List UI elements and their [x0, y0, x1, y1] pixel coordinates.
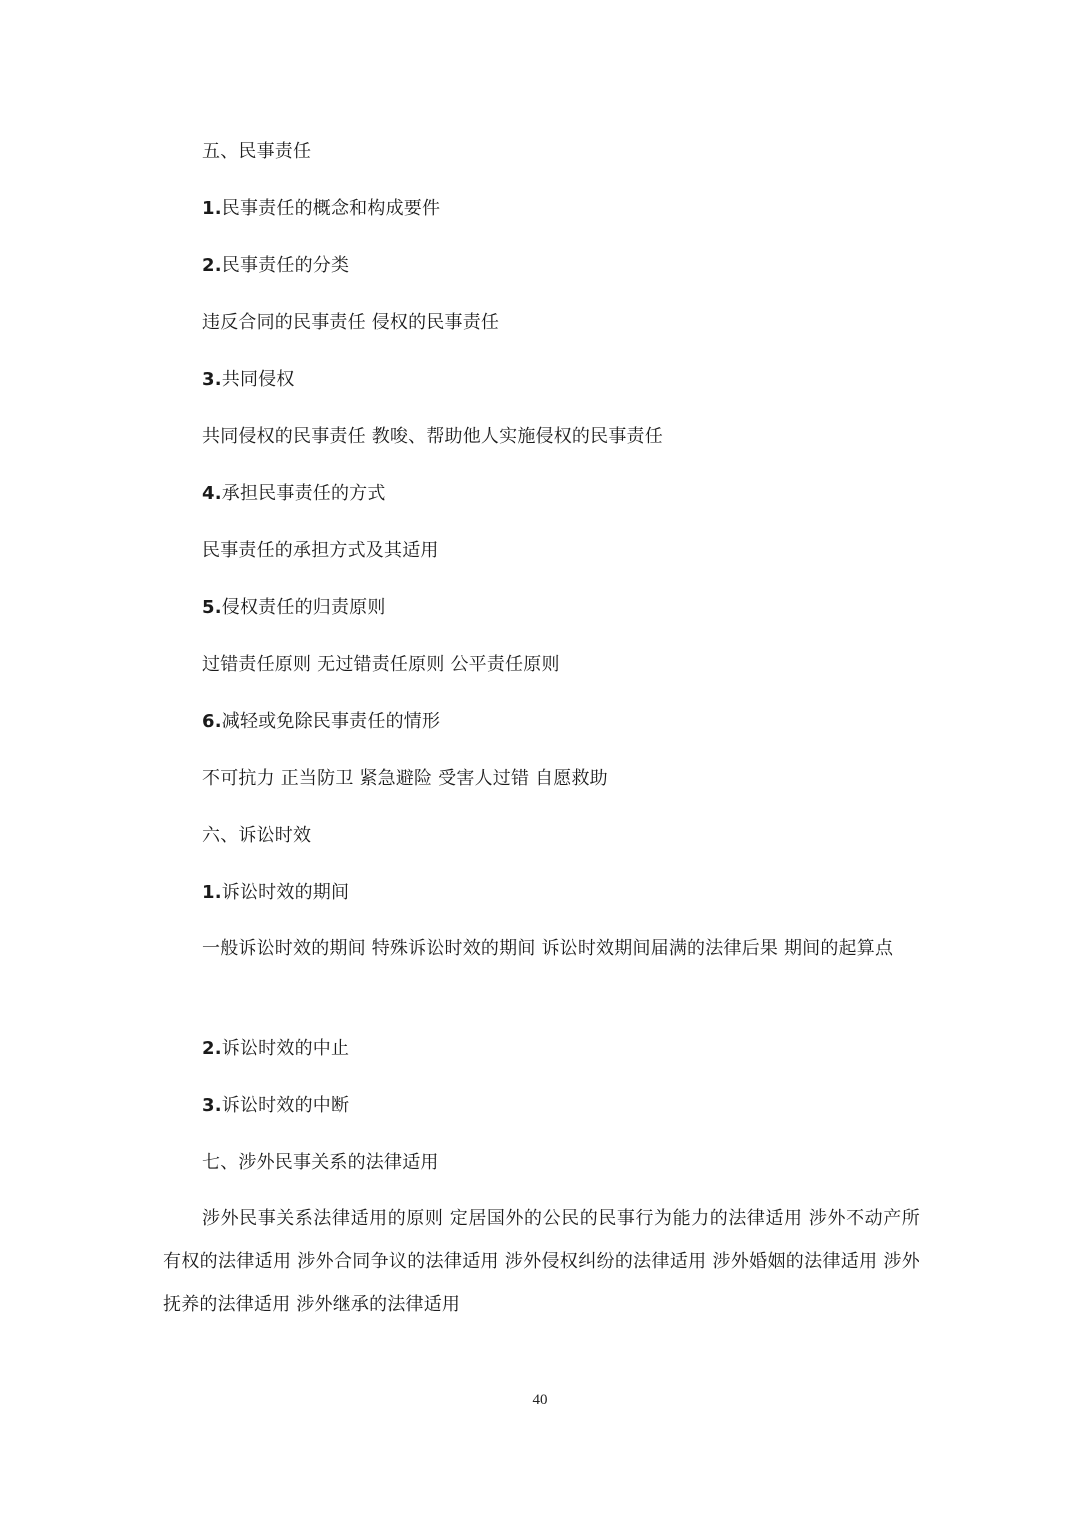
subheading-joint-tort [202, 368, 295, 392]
topic-line-attribution [202, 653, 560, 677]
item-text: 侵权责任的归责原则 [221, 597, 386, 618]
item-text: 承担民事责任的方式 [221, 483, 386, 504]
topic-text: 民事责任的承担方式及其适用 [202, 540, 439, 561]
topic-text: 违反合同的民事责任 侵权的民事责任 [202, 312, 500, 333]
item-number: 3. [202, 369, 222, 390]
item-number: 1. [202, 882, 222, 903]
topic-text: 共同侵权的民事责任 教唆、帮助他人实施侵权的民事责任 [202, 426, 663, 447]
subheading-exemption [202, 710, 440, 734]
item-text: 诉讼时效的期间 [221, 882, 350, 903]
topic-line-exemption [202, 767, 608, 791]
topic-text: 不可抗力 正当防卫 紧急避险 受害人过错 自愿救助 [202, 768, 608, 789]
topic-paragraph-limitation-period: 一般诉讼时效的期间 特殊诉讼时效的期间 诉讼时效期间届满的法律后果 期间的起算点 [202, 938, 894, 959]
subheading-interruption [202, 1094, 349, 1118]
topic-line-classification [202, 311, 499, 335]
item-text: 共同侵权 [221, 369, 295, 390]
heading-text: 五、民事责任 [202, 141, 312, 162]
section-heading-foreign-law [202, 1151, 439, 1175]
subheading-attribution [202, 596, 386, 620]
item-text: 诉讼时效的中断 [221, 1095, 350, 1116]
item-number: 4. [202, 483, 222, 504]
subheading-limitation-period [202, 881, 349, 905]
item-number: 5. [202, 597, 222, 618]
item-number: 2. [202, 255, 222, 276]
item-text: 民事责任的分类 [221, 255, 350, 276]
section-heading-civil-liability [202, 140, 311, 164]
page-number: 40 [532, 1392, 548, 1408]
topic-text: 过错责任原则 无过错责任原则 公平责任原则 [202, 654, 560, 675]
subheading-methods [202, 482, 386, 506]
subheading-suspension [202, 1037, 349, 1061]
topic-line-methods [202, 539, 439, 563]
item-number: 6. [202, 711, 222, 732]
item-text: 诉讼时效的中止 [221, 1038, 350, 1059]
item-number: 1. [202, 198, 222, 219]
topic-line-joint-tort [202, 425, 663, 449]
subheading-classification [202, 254, 349, 278]
item-text: 民事责任的概念和构成要件 [221, 198, 441, 219]
item-number: 2. [202, 1038, 222, 1059]
subheading-concept [202, 197, 440, 221]
item-number: 3. [202, 1095, 222, 1116]
section-heading-limitation [202, 824, 311, 848]
topic-paragraph-foreign-law: 涉外民事关系法律适用的原则 定居国外的公民的民事行为能力的法律适用 涉外不动产所有权的法律适用 涉外合同争议的法律适用 涉外侵权纠纷的法律适用 涉外婚姻的法律适用 涉外抚养的法律适用 涉外继承的法律适用 [163, 1208, 920, 1315]
heading-text: 六、诉讼时效 [202, 825, 312, 846]
item-text: 减轻或免除民事责任的情形 [221, 711, 441, 732]
heading-text: 七、涉外民事关系的法律适用 [202, 1152, 439, 1173]
